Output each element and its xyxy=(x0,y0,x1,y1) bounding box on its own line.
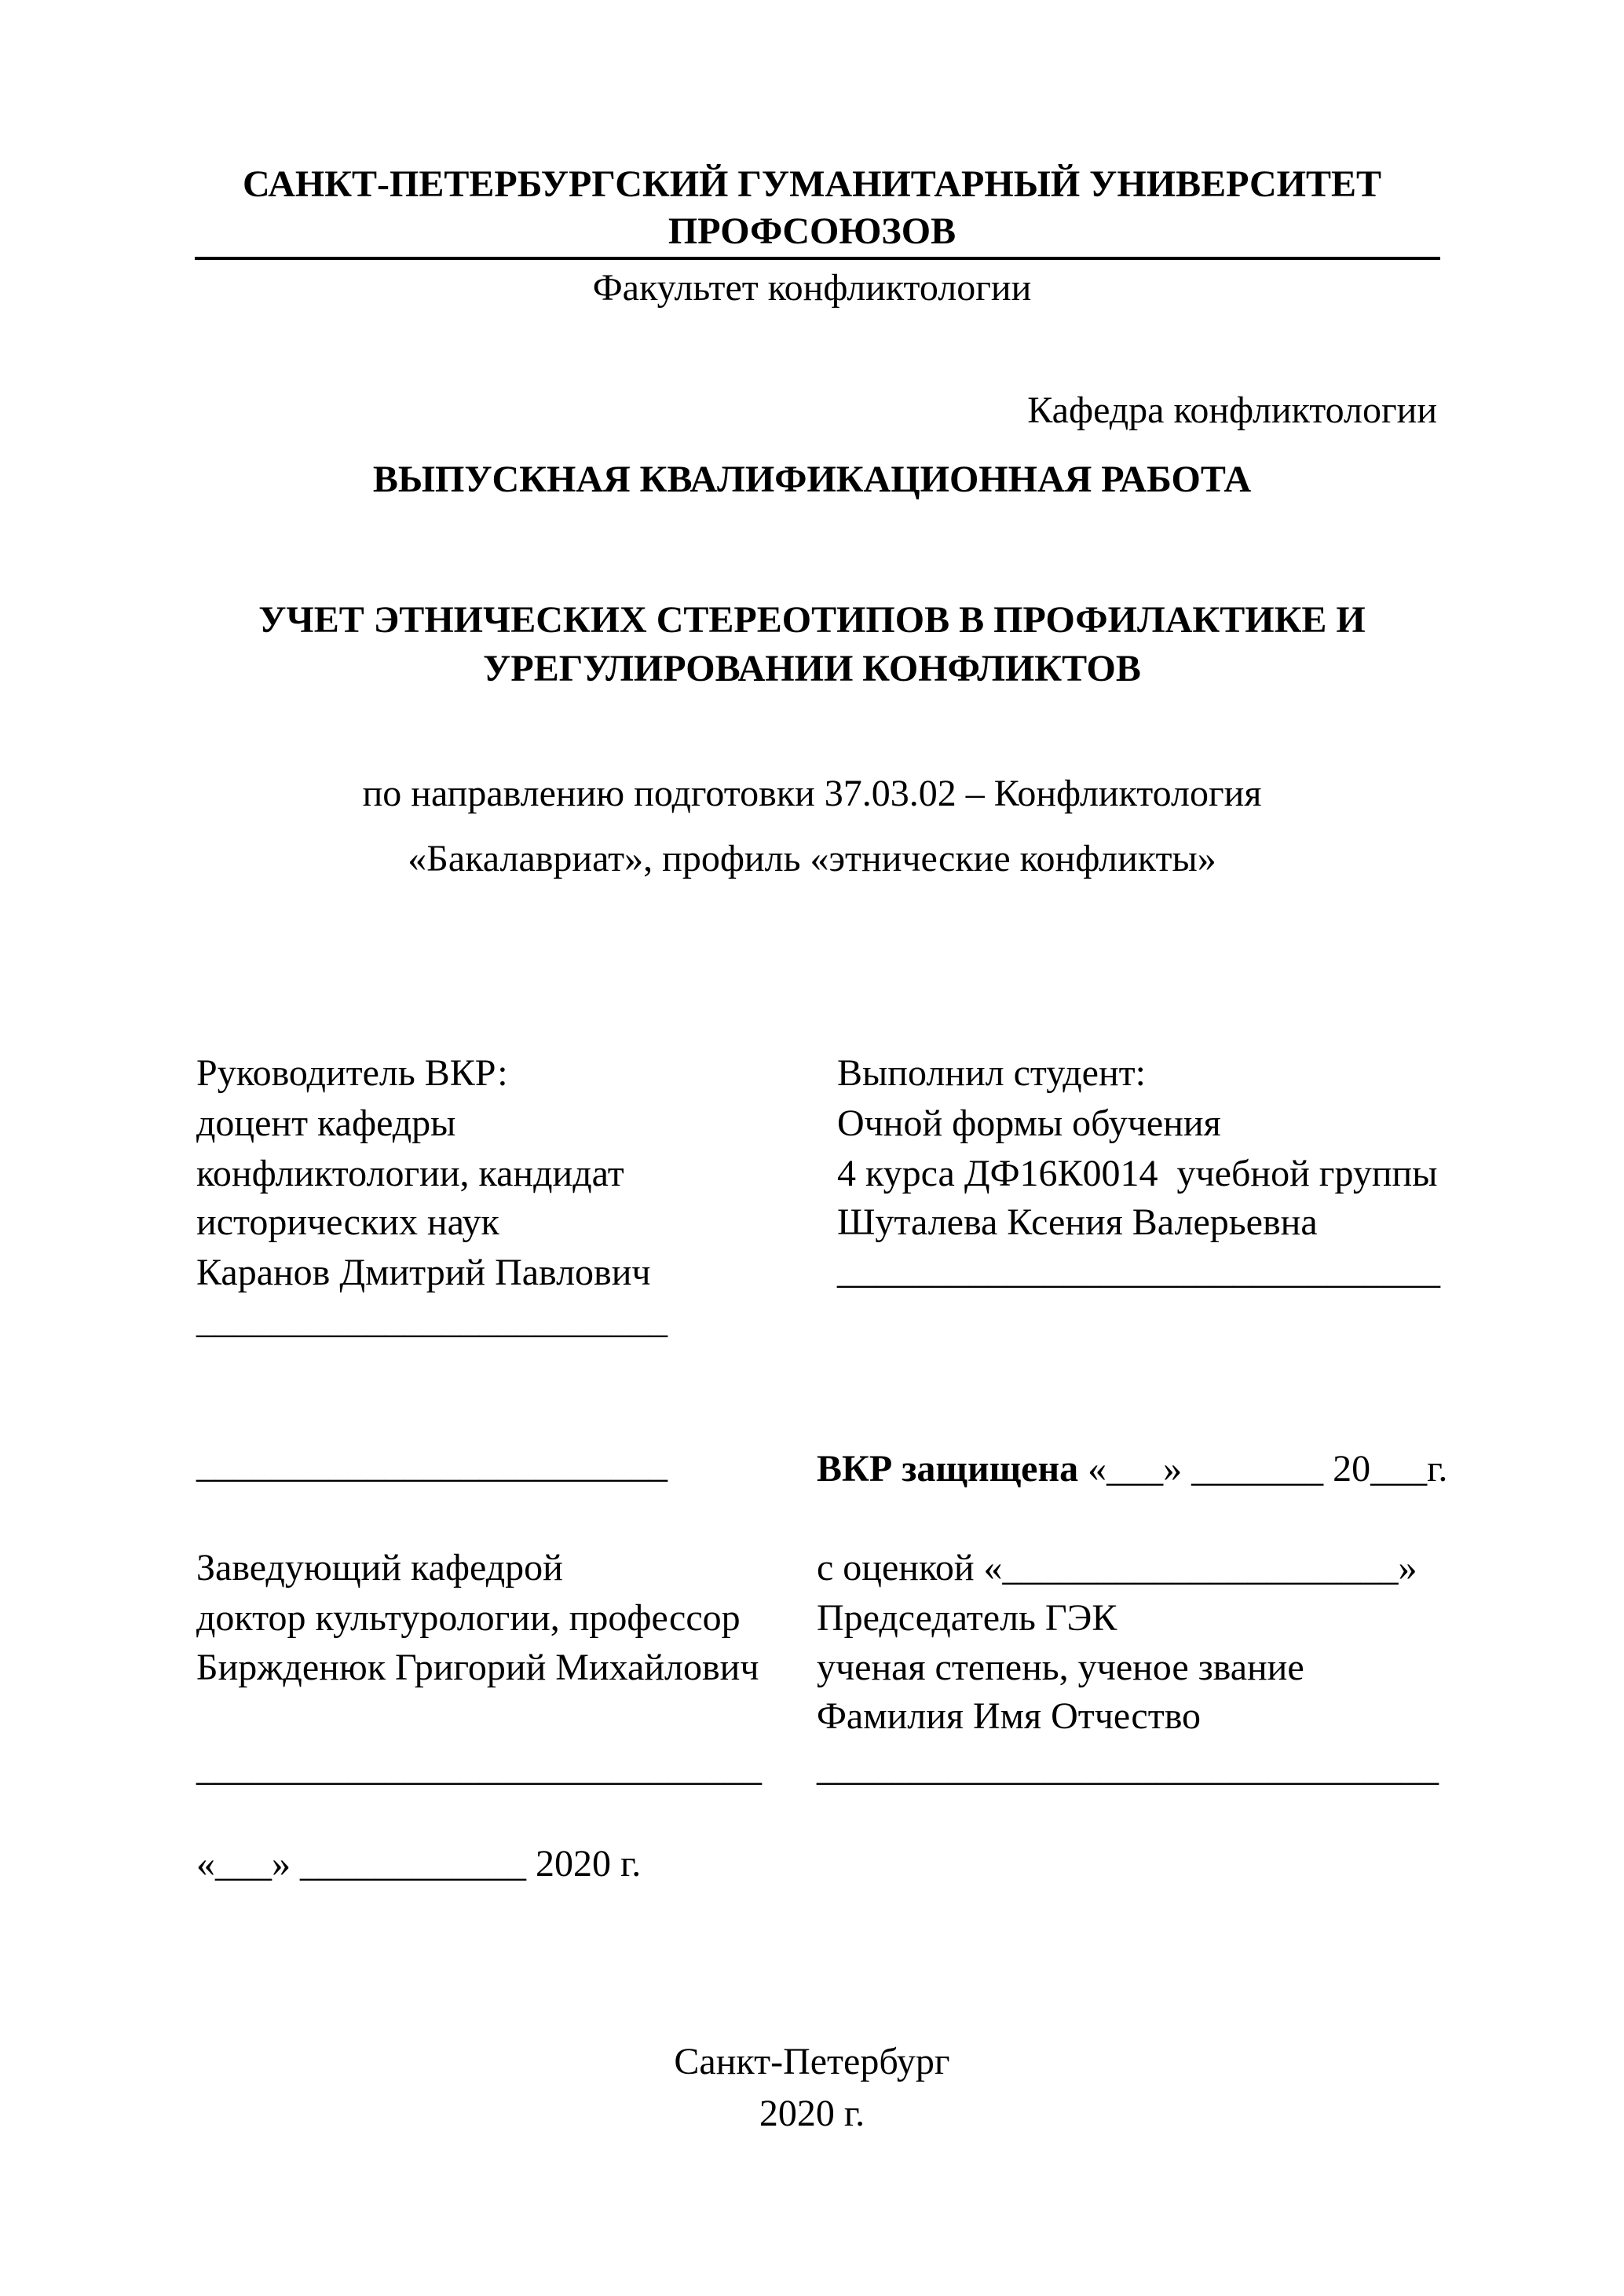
commission-line: ученая степень, ученое звание xyxy=(817,1647,1304,1688)
city: Санкт-Петербург xyxy=(674,2041,950,2082)
work-type: ВЫПУСКНАЯ КВАЛИФИКАЦИОННАЯ РАБОТА xyxy=(372,459,1252,500)
date-line: «___» ____________ 2020 г. xyxy=(196,1843,642,1885)
supervisor-line: Руководитель ВКР: xyxy=(196,1052,508,1094)
university-name-line1: САНКТ-ПЕТЕРБУРГСКИЙ ГУМАНИТАРНЫЙ УНИВЕРСИТЕТ xyxy=(242,163,1382,205)
commission-signature-line: _________________________________ xyxy=(817,1747,1439,1789)
head-signature-line: ______________________________ xyxy=(196,1747,762,1789)
header-divider xyxy=(195,257,1440,260)
supervisor-line: исторических наук xyxy=(196,1201,499,1243)
faculty: Факультет конфликтологии xyxy=(592,267,1032,309)
head-name: Биржденюк Григорий Михайлович xyxy=(196,1647,759,1688)
defense-statement xyxy=(817,1447,1447,1491)
defense-date: «___» _______ 20___г. xyxy=(1078,1448,1448,1490)
defense-label: ВКР защищена xyxy=(817,1448,1079,1490)
defense-left-blank: _________________________ xyxy=(196,1444,668,1486)
commission-line: Председатель ГЭК xyxy=(817,1597,1117,1639)
student-line: 4 курса ДФ16К0014 учебной группы xyxy=(837,1153,1438,1194)
department: Кафедра конфликтологии xyxy=(1027,389,1437,431)
head-line: Заведующий кафедрой xyxy=(196,1547,563,1589)
year: 2020 г. xyxy=(759,2093,865,2134)
direction-line2: «Бакалавриат», профиль «этнические конфликты» xyxy=(408,838,1216,879)
student-signature-line: ________________________________ xyxy=(837,1250,1440,1292)
supervisor-signature-line: _________________________ xyxy=(196,1300,668,1341)
university-name-line2: ПРОФСОЮЗОВ xyxy=(668,210,956,252)
commission-line: Фамилия Имя Отчество xyxy=(817,1695,1202,1737)
supervisor-name: Каранов Дмитрий Павлович xyxy=(196,1252,651,1293)
thesis-title-line2: УРЕГУЛИРОВАНИИ КОНФЛИКТОВ xyxy=(483,648,1141,689)
supervisor-line: конфликтологии, кандидат xyxy=(196,1153,624,1194)
direction-line1: по направлению подготовки 37.03.02 – Конфликтология xyxy=(362,773,1262,814)
student-line: Очной формы обучения xyxy=(837,1102,1221,1144)
student-line: Выполнил студент: xyxy=(837,1052,1146,1094)
head-line: доктор культурологии, профессор xyxy=(196,1597,741,1639)
thesis-title-line1: УЧЕТ ЭТНИЧЕСКИХ СТЕРЕОТИПОВ В ПРОФИЛАКТИКЕ И xyxy=(258,599,1366,641)
supervisor-line: доцент кафедры xyxy=(196,1102,456,1144)
student-name: Шуталева Ксения Валерьевна xyxy=(837,1201,1318,1243)
grade-line: с оценкой «_____________________» xyxy=(817,1547,1417,1589)
